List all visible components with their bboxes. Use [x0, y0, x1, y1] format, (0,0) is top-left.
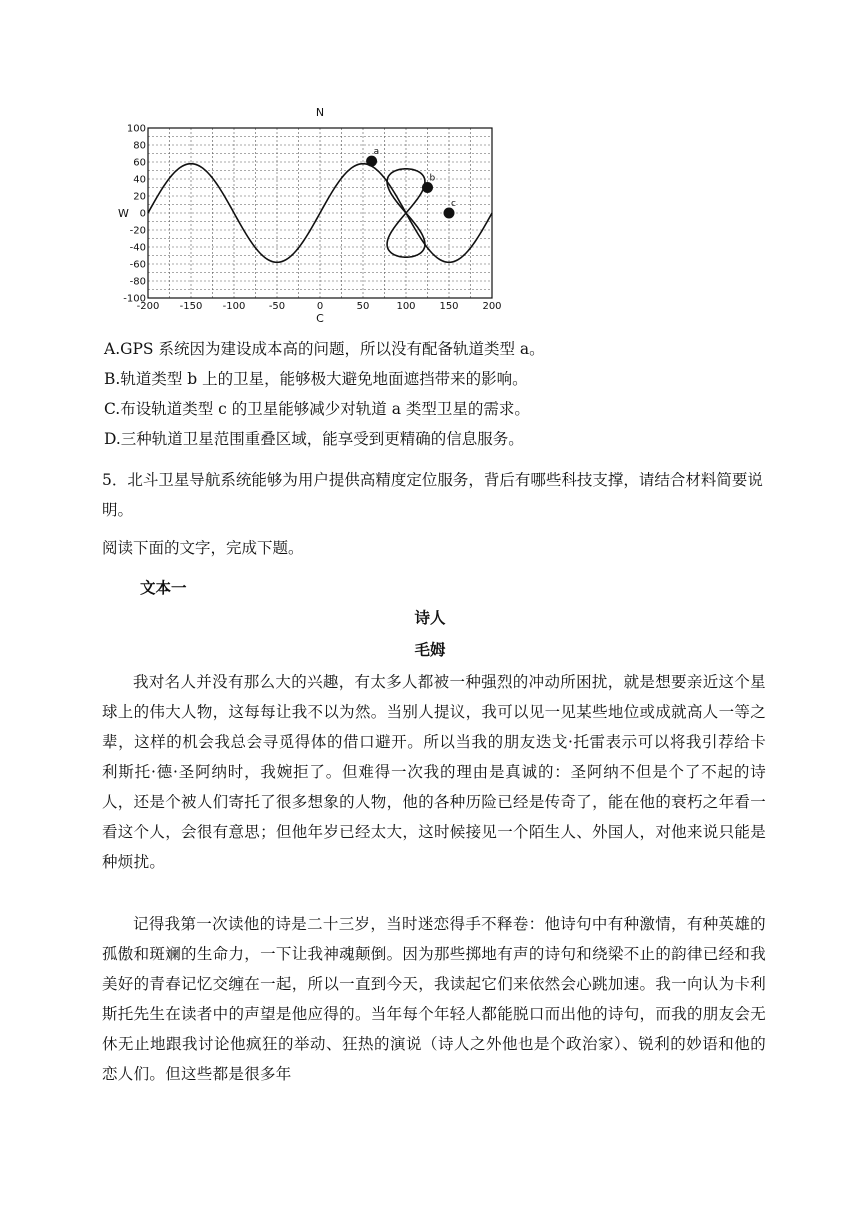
x-tick-label: 150 [439, 301, 459, 312]
axis-label-bottom: C [316, 312, 324, 325]
data-point-label-b: b [429, 173, 436, 184]
y-tick-label: -100 [123, 293, 146, 305]
x-tick-label: -200 [136, 301, 160, 312]
reading-instruction: 阅读下面的文字，完成下题。 [102, 539, 304, 557]
paragraph-1: 我对名人并没有那么大的兴趣，有太多人都被一种强烈的冲动所困扰，就是想要亲近这个星球上的伟大人物，这每每让我不以为然。当别人提议，我可以见一见某些地位或成就高人一等之辈，这样的机会我总会寻觅得体的借口避开。所以当我的朋友迭戈·托雷表示可以将我引荐给卡利斯托·德·圣阿纳时，我婉拒了。但难得一次我的理由是真诚的：圣阿纳不但是个了不起的诗人，还是个被人们寄托了很多想象的人物，他的各种历险已经是传奇了，能在他的衰朽之年看一看这个人，会很有意思；但他年岁已经太大，这时候接见一个陌生人、外国人，对他来说只能是种烦扰。 [102, 673, 766, 871]
y-tick-label: 60 [133, 157, 146, 169]
y-tick-label: 0 [139, 208, 146, 220]
article-title: 诗人 [414, 608, 446, 627]
question-5: 5．北斗卫星导航系统能够为用户提供高精度定位服务，背后有哪些科技支撑，请结合材料简要说明。 [102, 471, 763, 519]
y-tick-label: -60 [129, 259, 146, 271]
data-point-label-c: c [451, 199, 456, 209]
option-c: C.布设轨道类型 c 的卫星能够减少对轨道 a 类型卫星的需求。 [104, 400, 530, 418]
y-tick-label: -40 [129, 242, 146, 254]
axis-label-left: W [118, 207, 129, 220]
axis-label-top: N [315, 106, 325, 119]
x-tick-label: 100 [396, 301, 416, 312]
data-point-a [366, 156, 377, 167]
y-tick-label: -20 [129, 225, 146, 237]
option-a: A.GPS 系统因为建设成本高的问题，所以没有配备轨道类型 a。 [104, 340, 545, 358]
y-tick-label: 40 [133, 174, 146, 186]
y-tick-label: 80 [133, 140, 146, 152]
y-tick-label: 20 [133, 191, 146, 203]
data-point-b [422, 182, 433, 193]
text-label: 文本一 [140, 578, 187, 597]
data-point-label-a: a [373, 147, 380, 158]
x-tick-label: 200 [482, 301, 502, 312]
x-tick-label: 50 [356, 301, 370, 312]
option-d: D.三种轨道卫星范围重叠区域，能享受到更精确的信息服务。 [104, 430, 524, 448]
x-tick-label: -100 [222, 301, 246, 312]
y-tick-label: 100 [126, 123, 146, 135]
orbit-chart [116, 104, 502, 326]
x-tick-label: -150 [179, 301, 203, 312]
x-tick-label: 0 [316, 301, 324, 312]
option-b: B.轨道类型 b 上的卫星，能够极大避免地面遮挡带来的影响。 [104, 370, 528, 388]
data-point-c [444, 208, 455, 219]
y-tick-label: -80 [129, 276, 146, 288]
paragraph-2: 记得我第一次读他的诗是二十三岁，当时迷恋得手不释卷：他诗句中有种激情，有种英雄的孤傲和斑斓的生命力，一下让我神魂颠倒。因为那些掷地有声的诗句和绕梁不止的韵律已经和我美好的青春记忆交缠在一起，所以一直到今天，我读起它们来依然会心跳加速。我一向认为卡利斯托先生在读者中的声望是他应得的。当年每个年轻人都能脱口而出他的诗句，而我的朋友会无休无止地跟我讨论他疯狂的举动、狂热的演说（诗人之外他也是个政治家）、锐利的妙语和他的恋人们。但这些都是很多年 [102, 915, 766, 1083]
x-tick-label: -50 [268, 301, 286, 312]
article-author: 毛姆 [414, 640, 446, 659]
